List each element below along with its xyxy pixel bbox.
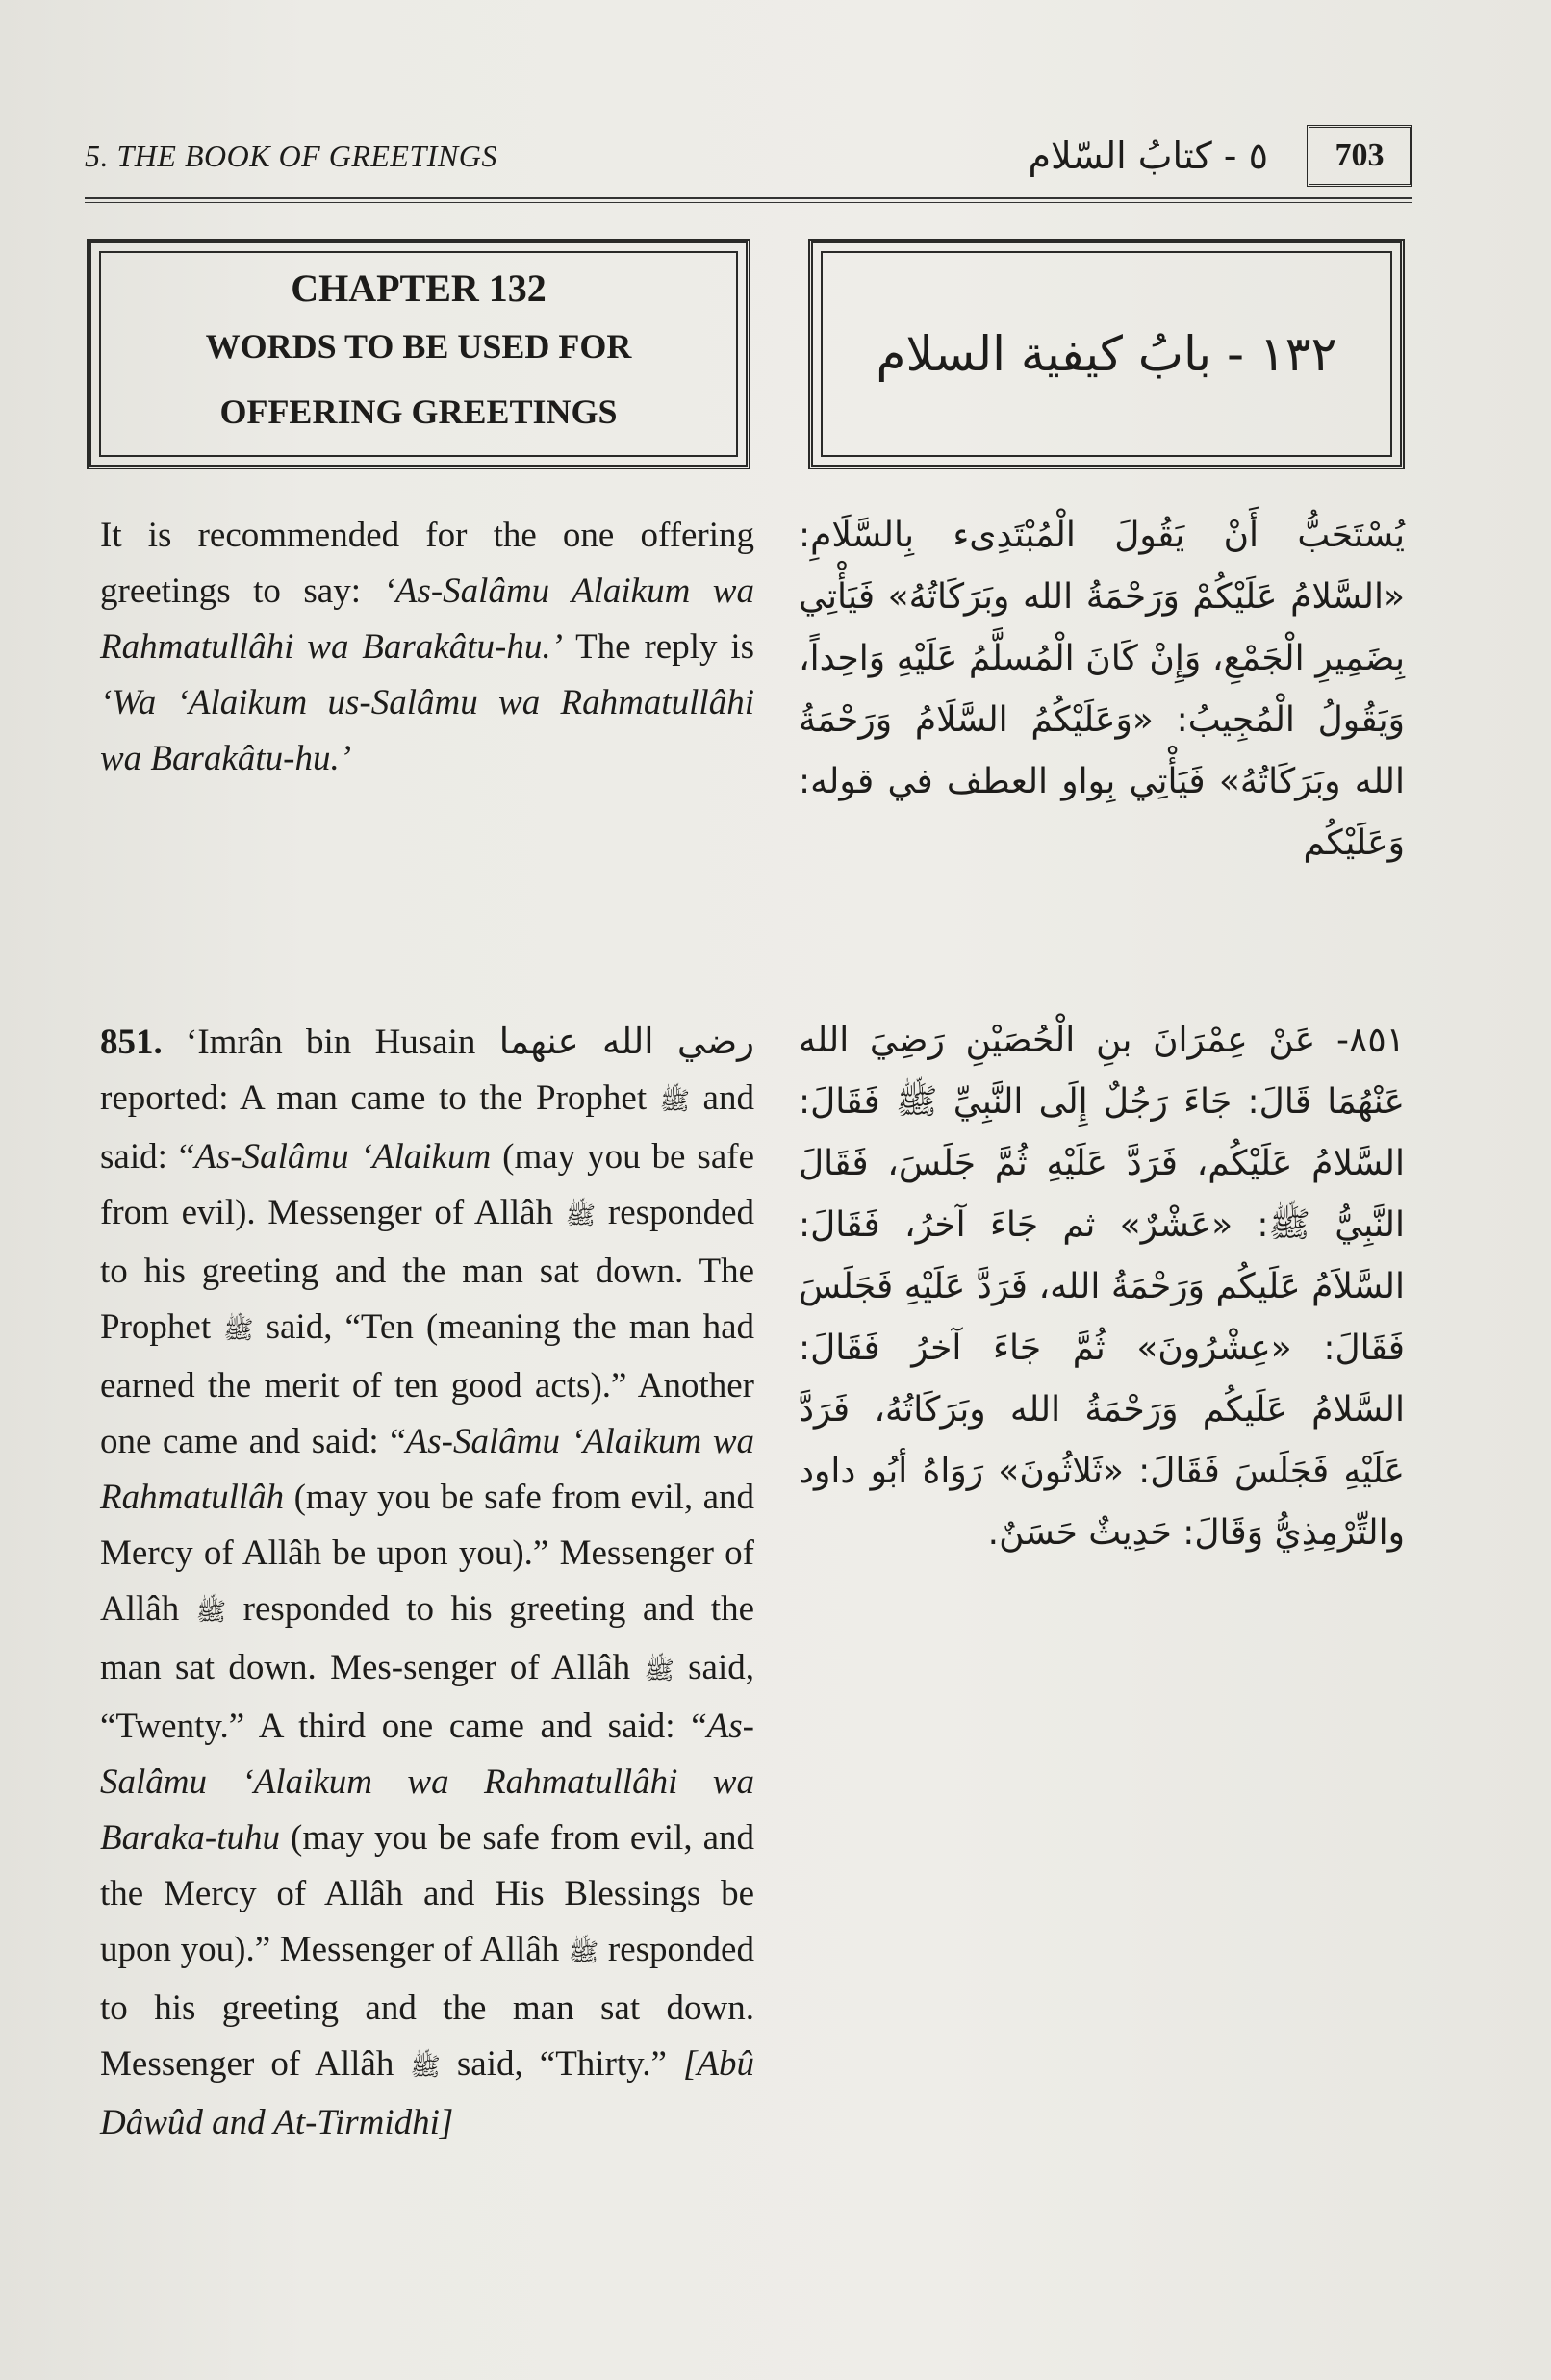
salutation-glyph: ﷺ [195,1598,227,1627]
reply-phrase: ‘Wa ‘Alaikum us-Salâmu wa Rahmatullâhi wa Barakâtu-hu.’ [100,683,754,778]
intro-paragraph [100,508,754,787]
header-rule [85,197,1412,203]
salutation-glyph: ﷺ [659,1087,691,1116]
hadith-paragraph-arabic: ٨٥١- عَنْ عِمْرَانَ بنِ الْحُصَيْنِ رَضِيَ الله عَنْهُمَا قَالَ: جَاءَ رَجُلٌ إِلَى النَّبِيِّ ﷺ فَقَالَ: السَّلامُ عَلَيْكُم، فَرَدَّ عَلَيْهِ ثُمَّ جَلَسَ، فَقَالَ النَّبِيُّ ﷺ: «عَشْرٌ» ثم جَاءَ آخرُ، فَقَالَ: السَّلاَمُ عَلَيكُم وَرَحْمَةُ الله، فَرَدَّ عَلَيْهِ فَجَلَسَ فَقَالَ: «عِشْرُونَ» ثُمَّ جَاءَ آخرُ فَقَالَ: السَّلامُ عَلَيكُم وَرَحْمَةُ الله وبَرَكَاتُهُ، فَرَدَّ عَلَيْهِ فَجَلَسَ فَقَالَ: «ثَلاثُونَ» رَوَاهُ أبُو داود والتِّرْمِذِيُّ وَقَالَ: حَدِيثٌ حَسَنٌ. [799,1021,1405,1553]
hadith-text: (may you be safe from evil, and Mercy of Allâh be upon you).” Messenger of Allâh [100,1478,754,1629]
salutation-glyph: ﷺ [410,2053,441,2082]
chapter-heading-arabic [808,239,1405,469]
greeting-phrase: As-Salâmu ‘Alaikum wa Rahmatullâhi wa Baraka-tuhu [100,1707,754,1858]
chapter-title: CHAPTER 132 [291,266,547,310]
arabic-running-title: ٥ - كتابُ السّلام [1028,135,1268,177]
chapter-subtitle-line-1: WORDS TO BE USED FOR [205,327,632,366]
hadith-text: (may you be safe from evil, and the Mercy of Allâh and His Blessings be upon you).” Messenger of Allâh [100,1818,754,1969]
hadith-arabic [799,1010,1405,1564]
hadith-text: said, “Thirty.” [440,2044,683,2084]
chapter-heading-english [87,239,750,469]
salutation-glyph: ﷺ [644,1657,674,1685]
hadith-text: responded to his greeting and the man sat down. The Prophet [100,1193,754,1347]
page-header [85,125,1412,192]
running-title: 5. THE BOOK OF GREETINGS [85,139,497,173]
salutation-glyph: ﷺ [568,1938,599,1967]
hadith-english [100,1015,754,2151]
hadith-number: 851. [100,1023,163,1062]
hadith-paragraph [100,1015,754,2151]
intro-text: It is recommended for the one offering greetings to say: [100,516,754,611]
hadith-text: responded to his greeting and the man sat down. Mes-senger of Allâh [100,1589,754,1687]
intro-paragraph-arabic: يُسْتَحَبُّ أَنْ يَقُولَ الْمُبْتَدِىء بِالسَّلَامِ: «السَّلامُ عَلَيْكُمْ وَرَحْمَةُ الله وبَرَكَاتُهُ» فَيَأْتِي بِضَمِيرِ الْجَمْعِ، وَإِنْ كَانَ الْمُسلَّمُ عَلَيْهِ وَاحِداً، وَيَقُولُ الْمُجِيبُ: «وَعَلَيْكُمُ السَّلَامُ وَرَحْمَةُ الله وبَرَكَاتُهُ» فَيَأْتِي بِواو العطف في قوله: وَعَلَيْكُم [799,516,1405,863]
hadith-text: responded to his greeting and the man sat down. Messenger of Allâh [100,1930,754,2084]
hadith-text: ‘Imrân bin Husain رضي الله عنهما reported: A man came to the Prophet [100,1023,754,1118]
intro-english [100,508,754,787]
salutation-glyph: ﷺ [565,1202,597,1230]
intro-arabic [799,505,1405,874]
page-number: 703 [1307,125,1412,187]
hadith-text: and said: “ [100,1078,754,1177]
hadith-reference: [Abû Dâwûd and At-Tirmidhi] [100,2044,754,2142]
greeting-phrase: As-Salâmu ‘Alaikum wa Rahmatullâh [100,1422,755,1517]
chapter-subtitle-line-2: OFFERING GREETINGS [219,392,618,431]
salutation-glyph: ﷺ [223,1316,254,1345]
hadith-text: said, “Twenty.” A third one came and said: “ [100,1648,754,1746]
chapter-title-arabic: ١٣٢ - بابُ كيفية السلام [876,326,1337,382]
greeting-phrase: ‘As-Salâmu Alaikum wa Rahmatullâhi wa Barakâtu-hu.’ [100,571,754,667]
intro-text: The reply is [562,627,754,667]
hadith-text: said, “Ten (meaning the man had earned the merit of ten good acts).” Another one came and said: “ [100,1307,755,1461]
greeting-phrase: As-Salâmu ‘Alaikum [194,1137,492,1177]
hadith-text: (may you be safe from evil). Messenger of Allâh [100,1137,754,1232]
